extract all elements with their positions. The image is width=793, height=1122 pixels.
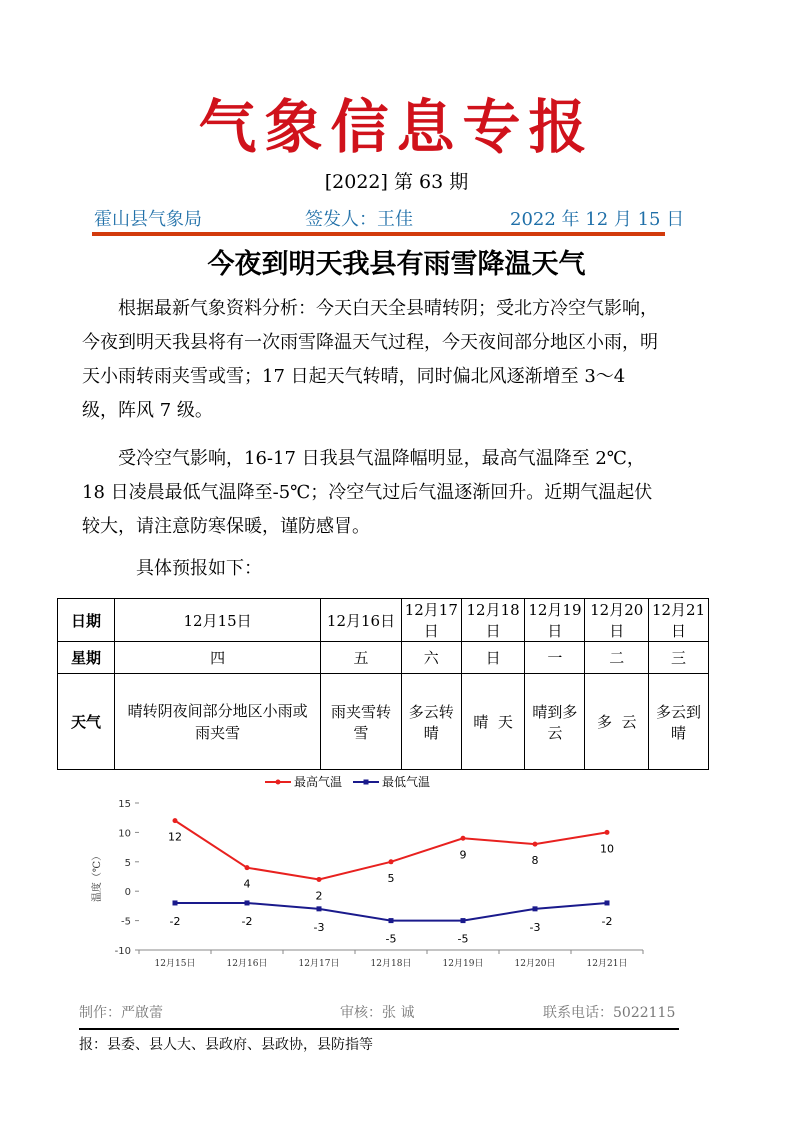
data-label: 12 (168, 830, 182, 844)
header-date: 日期 (58, 599, 115, 642)
y-tick-label: 0 (124, 887, 131, 899)
weekday-row (58, 642, 709, 674)
data-label: 9 (459, 848, 467, 862)
y-tick-label: -10 (114, 946, 131, 957)
data-label: 4 (243, 877, 251, 891)
maker: 制作：严啟蕾 (79, 1005, 163, 1021)
headline: 今夜到明天我县有雨雪降温天气 (207, 249, 586, 280)
report-recipients: 报：县委、县人大、县政府、县政协，县防指等 (79, 1037, 373, 1053)
organization: 霍山县气象局 (94, 209, 202, 230)
data-point (245, 865, 250, 870)
y-tick-label: 15 (118, 799, 131, 810)
data-label: 8 (531, 854, 539, 868)
cell: 晴 天 (461, 674, 525, 770)
cell: 一 (525, 642, 585, 674)
cell: 多云到晴 (649, 674, 709, 770)
series-line-0 (175, 821, 607, 880)
temperature-chart (60, 760, 660, 980)
legend-marker (364, 780, 369, 785)
footer-divider (79, 1028, 679, 1030)
red-divider (92, 232, 665, 236)
x-tick-label: 12月20日 (514, 959, 556, 969)
header-weekday: 星期 (58, 642, 115, 674)
cell: 12月16日 (321, 599, 402, 642)
data-point (605, 830, 610, 835)
x-tick-label: 12月15日 (154, 959, 196, 969)
weather-row (58, 674, 709, 770)
cell: 12月21日 (649, 599, 709, 642)
phone: 联系电话：5022115 (543, 1005, 676, 1021)
cell: 六 (401, 642, 461, 674)
document-title: 气象信息专报 (198, 93, 595, 161)
x-tick-label: 12月21日 (586, 959, 628, 969)
forecast-lead: 具体预报如下： (136, 558, 262, 579)
data-label: 2 (315, 889, 323, 903)
paragraph-2: 受冷空气影响，16-17 日我县气温降幅明显，最高气温降至 2℃，18 日凌晨最低气温降至-5℃；冷空气过后气温逐渐回升。近期气温起伏较大，请注意防寒保暖，谨防感冒。 (82, 448, 653, 537)
data-point (317, 906, 322, 911)
cell: 晴到多云 (525, 674, 585, 770)
cell: 12月15日 (115, 599, 321, 642)
y-axis-label: 温度（℃） (92, 850, 103, 903)
data-label: -2 (601, 914, 613, 928)
data-label: -3 (529, 920, 541, 934)
cell: 五 (321, 642, 402, 674)
data-point (245, 900, 250, 905)
data-label: -2 (169, 914, 181, 928)
cell: 12月17日 (401, 599, 461, 642)
cell: 12月18日 (461, 599, 525, 642)
data-point (317, 877, 322, 882)
y-tick-label: 10 (118, 828, 131, 840)
cell: 三 (649, 642, 709, 674)
reviewer: 审核：张 诚 (340, 1005, 415, 1021)
cell: 二 (585, 642, 649, 674)
series-line-1 (175, 903, 607, 921)
forecast-table (57, 598, 709, 770)
y-tick-label: 5 (124, 857, 131, 869)
issue-date: 2022 年 12 月 15 日 (510, 209, 685, 230)
data-point (605, 900, 610, 905)
data-point (533, 906, 538, 911)
header-weather: 天气 (58, 674, 115, 770)
legend-label: 最高气温 (294, 775, 343, 789)
cell: 四 (115, 642, 321, 674)
legend-label: 最低气温 (382, 775, 431, 789)
data-point (173, 900, 178, 905)
data-point (389, 918, 394, 923)
x-tick-label: 12月17日 (298, 959, 340, 969)
date-row (58, 599, 709, 642)
data-label: -3 (313, 920, 325, 934)
data-point (533, 842, 538, 847)
legend-marker (276, 780, 281, 785)
cell: 多 云 (585, 674, 649, 770)
data-point (461, 918, 466, 923)
data-label: 10 (600, 842, 614, 856)
cell: 晴转阴夜间部分地区小雨或雨夹雪 (115, 674, 321, 770)
paragraph-1: 根据最新气象资料分析：今天白天全县晴转阴；受北方冷空气影响，今夜到明天我县将有一次雨雪降温天气过程，今天夜间部分地区小雨，明天小雨转雨夹雪或雪；17 日起天气转晴，同时偏北风逐渐增至 3～4 级，阵风 7 级。 (82, 298, 658, 421)
data-point (173, 818, 178, 823)
x-tick-label: 12月19日 (442, 959, 484, 969)
data-point (461, 836, 466, 841)
x-tick-label: 12月16日 (226, 959, 268, 969)
data-point (389, 859, 394, 864)
data-label: -2 (241, 914, 253, 928)
cell: 多云转晴 (401, 674, 461, 770)
data-label: 5 (387, 871, 395, 885)
cell: 日 (461, 642, 525, 674)
data-label: -5 (457, 932, 469, 946)
signer: 签发人：王佳 (305, 209, 413, 230)
cell: 12月20日 (585, 599, 649, 642)
issue-number: [2022] 第 63 期 (324, 171, 469, 193)
cell: 12月19日 (525, 599, 585, 642)
cell: 雨夹雪转雪 (321, 674, 402, 770)
data-label: -5 (385, 932, 397, 946)
x-tick-label: 12月18日 (370, 959, 412, 969)
y-tick-label: -5 (121, 916, 131, 928)
